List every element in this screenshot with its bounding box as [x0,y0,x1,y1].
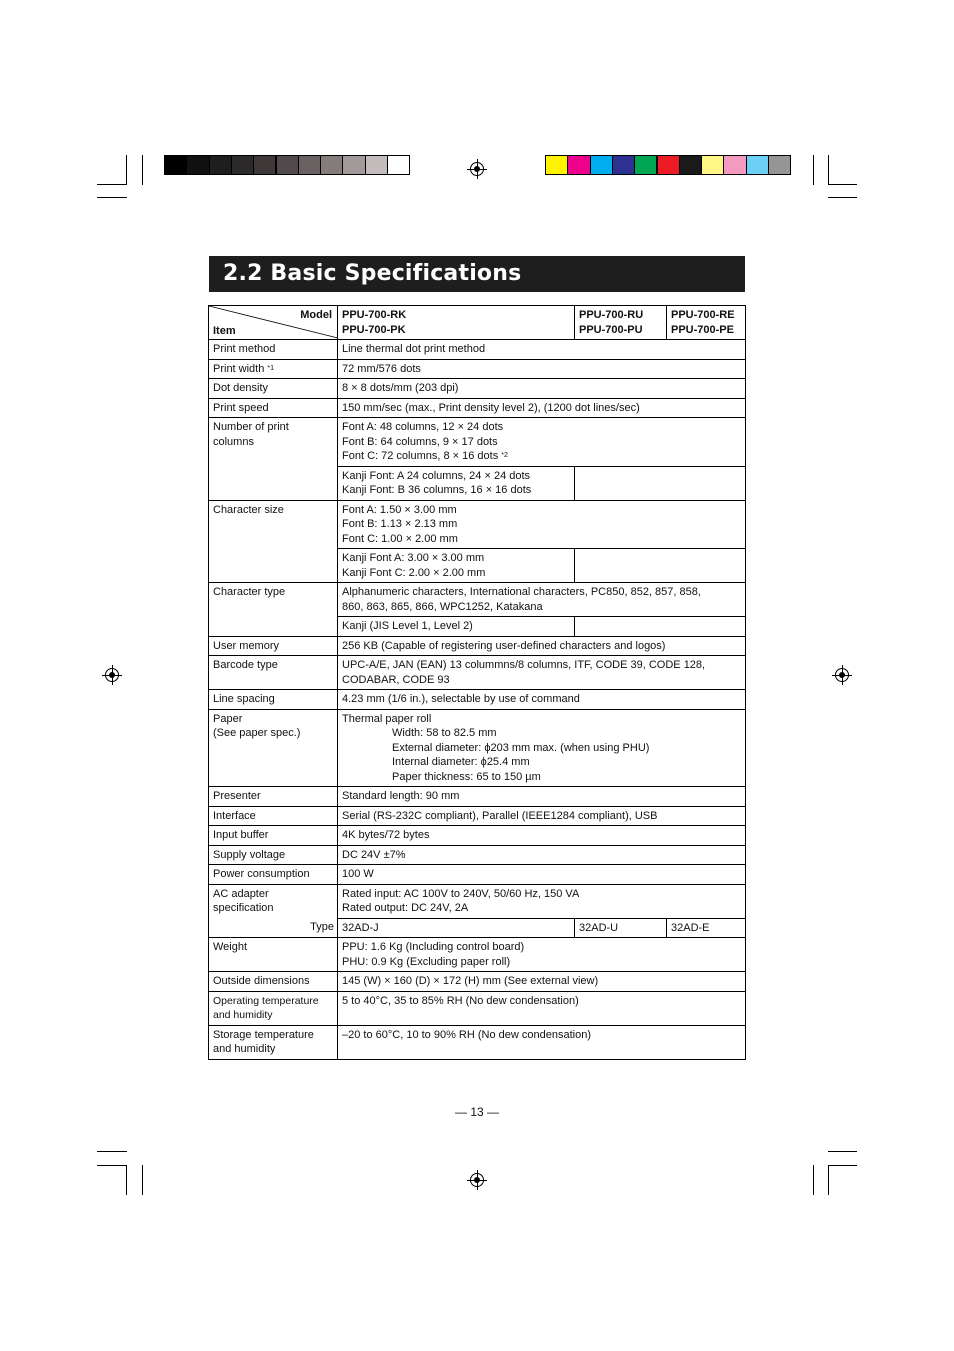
row-value: Font A: 1.50 × 3.00 mm Font B: 1.13 × 2.13 mm Font C: 1.00 × 2.00 mm [338,500,746,549]
empty-cell [575,466,746,500]
row-value: 72 mm/576 dots [338,359,746,379]
empty-cell [575,549,746,583]
table-header-row [209,306,746,340]
color-swatch [387,155,410,175]
row-value: 4K bytes/72 bytes [338,826,746,846]
color-swatch [342,155,365,175]
color-swatch [365,155,388,175]
table-row [209,1025,746,1059]
row-label: Input buffer [209,826,338,846]
empty-cell [575,617,746,637]
row-label: Print width $^{*1}$ [209,359,338,379]
row-label: Power consumption [209,865,338,885]
color-swatch [545,155,568,175]
adapter-type: 32AD-J [338,918,575,938]
model-column-rk-pk: PPU-700-RK PPU-700-PK [338,306,575,340]
row-value-kanji: Kanji Font A: 3.00 × 3.00 mm Kanji Font C: 2.00 × 2.00 mm [338,549,575,583]
row-value: DC 24V ±7% [338,845,746,865]
row-value: Font A: 48 columns, 12 × 24 dots Font B: 64 columns, 9 × 17 dots Font C: 72 columns, 8 × 16 dots $^{*2}$ [338,418,746,467]
row-value: 5 to 40°C, 35 to 85% RH (No dew condensation) [338,991,746,1025]
row-value: 4.23 mm (1/6 in.), selectable by use of command [338,690,746,710]
table-row [209,884,746,918]
row-value: 100 W [338,865,746,885]
row-value: PPU: 1.6 Kg (Including control board) PHU: 0.9 Kg (Excluding paper roll) [338,938,746,972]
model-header: Model [300,309,332,321]
color-swatch [723,155,746,175]
row-label: User memory [209,636,338,656]
table-row [209,359,746,379]
row-label: Character type [209,583,338,637]
adapter-type: 32AD-U [575,918,667,938]
row-value: 150 mm/sec (max., Print density level 2), (1200 dot lines/sec) [338,398,746,418]
color-swatch [590,155,613,175]
page-number: — 13 — [454,1105,499,1119]
color-swatch [567,155,590,175]
row-label: Print speed [209,398,338,418]
color-swatch [612,155,635,175]
table-row [209,656,746,690]
table-row [209,918,746,938]
registration-mark-icon [835,668,849,682]
row-label: Character size [209,500,338,583]
color-swatch [657,155,680,175]
color-swatch [231,155,254,175]
color-swatch [320,155,343,175]
section-title-bar [209,256,745,292]
row-label: Dot density [209,379,338,399]
model-item-header-cell [209,306,338,340]
footnote-mark: *1 [267,364,275,372]
color-swatch [634,155,657,175]
row-value: UPC-A/E, JAN (EAN) 13 colummns/8 columns, ITF, CODE 39, CODE 128, CODABAR, CODE 93 [338,656,746,690]
specifications-table [208,305,746,1060]
color-swatch [186,155,209,175]
row-label: Storage temperature and humidity [209,1025,338,1059]
model-column-ru-pu: PPU-700-RU PPU-700-PU [575,306,667,340]
row-label: Line spacing [209,690,338,710]
row-value: Thermal paper roll Width: 58 to 82.5 mm External diameter: ϕ203 mm max. (when using PHU) Internal diameter: ϕ25.4 mm Paper thickness: 65 to 150 µm [338,709,746,787]
table-row [209,806,746,826]
color-swatch [164,155,187,175]
row-label: Supply voltage [209,845,338,865]
row-label: Barcode type [209,656,338,690]
color-swatch [276,155,299,175]
table-row [209,709,746,787]
table-row [209,826,746,846]
registration-mark-icon [470,1173,484,1187]
row-value: Serial (RS-232C compliant), Parallel (IEEE1284 compliant), USB [338,806,746,826]
type-label: Type [209,918,338,938]
table-row [209,583,746,617]
row-label: Presenter [209,787,338,807]
adapter-type: 32AD-E [667,918,746,938]
row-label: Outside dimensions [209,972,338,992]
row-value-kanji: Kanji (JIS Level 1, Level 2) [338,617,575,637]
row-label: Number of print columns [209,418,338,501]
table-row [209,845,746,865]
table-row [209,787,746,807]
row-label: Operating temperature and humidity [209,991,338,1025]
table-row [209,690,746,710]
color-swatch [768,155,791,175]
section-title: 2.2 Basic Specifications [223,261,522,286]
table-row [209,991,746,1025]
color-swatch [701,155,724,175]
row-value: Line thermal dot print method [338,340,746,360]
table-row [209,865,746,885]
color-swatch [253,155,276,175]
row-value: 145 (W) × 160 (D) × 172 (H) mm (See external view) [338,972,746,992]
table-row [209,972,746,992]
row-value: –20 to 60°C, 10 to 90% RH (No dew condensation) [338,1025,746,1059]
registration-mark-icon [105,668,119,682]
table-row [209,379,746,399]
color-swatch [209,155,232,175]
table-row [209,500,746,549]
item-header: Item [213,324,236,337]
table-row [209,340,746,360]
row-value: Standard length: 90 mm [338,787,746,807]
color-swatch [679,155,702,175]
row-label: AC adapter specification [209,884,338,918]
footnote-mark: *2 [501,452,508,459]
model-column-re-pe: PPU-700-RE PPU-700-PE [667,306,746,340]
color-swatch [746,155,769,175]
row-value: 8 × 8 dots/mm (203 dpi) [338,379,746,399]
row-value-kanji: Kanji Font: A 24 columns, 24 × 24 dots Kanji Font: B 36 columns, 16 × 16 dots [338,466,575,500]
row-label: Print method [209,340,338,360]
row-label: Interface [209,806,338,826]
row-value: Rated input: AC 100V to 240V, 50/60 Hz, 150 VA Rated output: DC 24V, 2A [338,884,746,918]
color-swatch [298,155,321,175]
row-value: 256 KB (Capable of registering user-defined characters and logos) [338,636,746,656]
table-row [209,636,746,656]
table-row [209,398,746,418]
row-value: Alphanumeric characters, International characters, PC850, 852, 857, 858, 860, 863, 865, 866, WPC1252, Katakana [338,583,746,617]
table-row [209,938,746,972]
row-label: Weight [209,938,338,972]
row-label: Paper (See paper spec.) [209,709,338,787]
table-row [209,418,746,467]
registration-mark-icon [470,162,484,176]
